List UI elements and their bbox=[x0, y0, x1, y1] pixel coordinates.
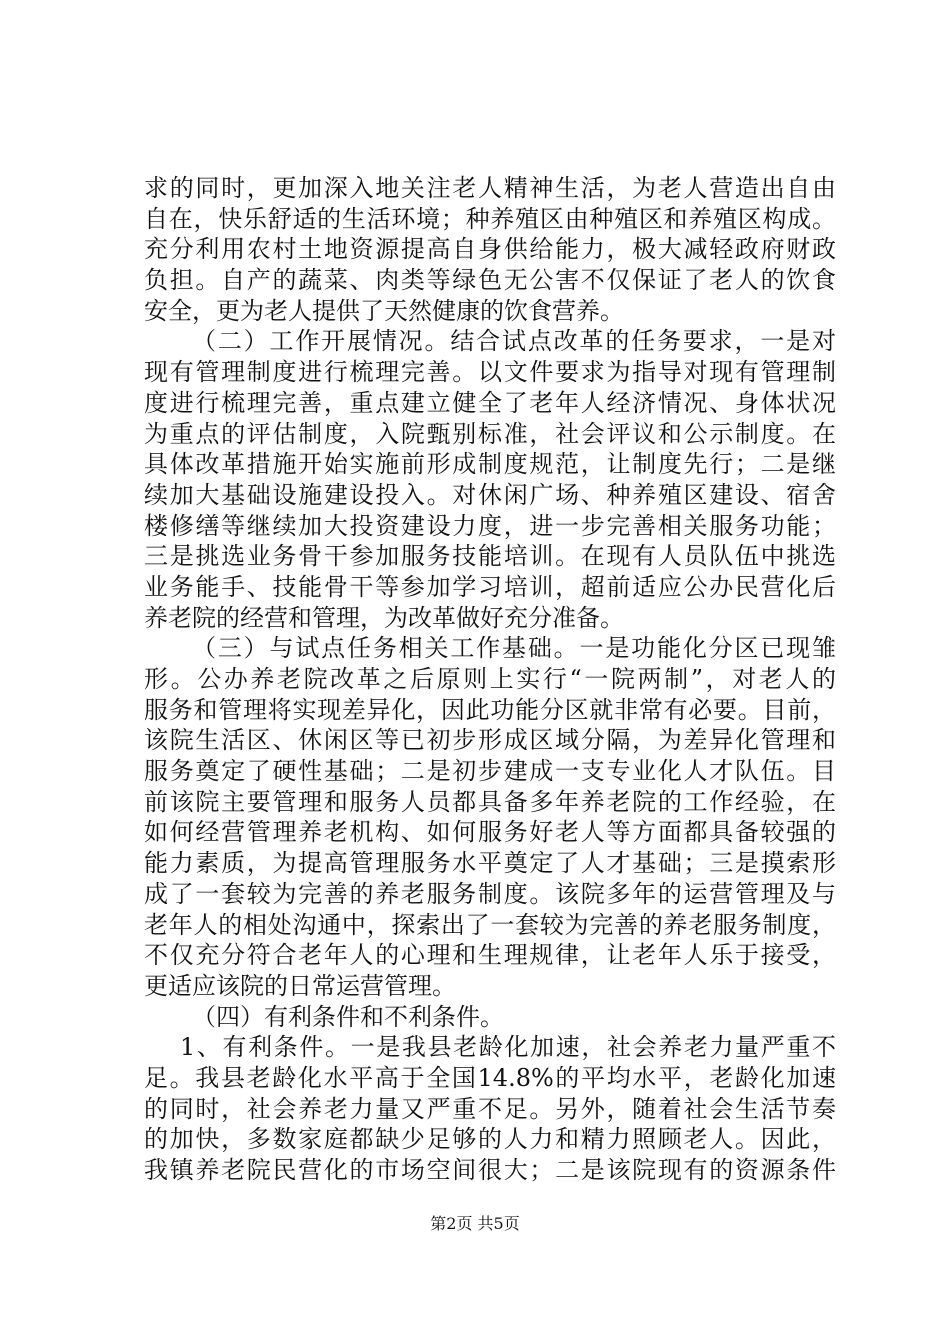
text-line: 充分利用农村土地资源提高自身供给能力，极大减轻政府财政 bbox=[144, 235, 836, 264]
text-line: 更适应该院的日常运营管理。 bbox=[144, 971, 456, 1000]
page-footer bbox=[0, 1214, 950, 1234]
paragraph-start-line: （二）工作开展情况。结合试点改革的任务要求，一是对 bbox=[192, 327, 836, 356]
text-line: 自在，快乐舒适的生活环境；种养殖区由种殖区和养殖区构成。 bbox=[144, 204, 836, 233]
text-line: 足。我县老龄化水平高于全国14.8%的平均水平，老龄化加速 bbox=[144, 1063, 836, 1092]
text-line: 的加快，多数家庭都缺少足够的人力和精力照顾老人。因此， bbox=[144, 1125, 836, 1154]
text-line: 老年人的相处沟通中，探索出了一套较为完善的养老服务制度， bbox=[144, 910, 836, 939]
page-total: 共5页 bbox=[477, 1214, 520, 1233]
text-line: 如何经营管理养老机构、如何服务好老人等方面都具备较强的 bbox=[144, 818, 836, 847]
text-line: 能力素质，为提高管理服务水平奠定了人才基础；三是摸索形 bbox=[144, 849, 836, 878]
text-line: 该院生活区、休闲区等已初步形成区域分隔，为差异化管理和 bbox=[144, 726, 836, 755]
text-line: 现有管理制度进行梳理完善。以文件要求为指导对现有管理制 bbox=[144, 358, 836, 387]
text-line: 服务奠定了硬性基础；二是初步建成一支专业化人才队伍。目 bbox=[144, 757, 836, 786]
text-line: 为重点的评估制度，入院甄别标准，社会评议和公示制度。在 bbox=[144, 419, 836, 448]
text-line: 的同时，社会养老力量又严重不足。另外，随着社会生活节奏 bbox=[144, 1094, 836, 1123]
text-line: 业务能手、技能骨干等参加学习培训，超前适应公办民营化后 bbox=[144, 572, 836, 601]
text-line: 三是挑选业务骨干参加服务技能培训。在现有人员队伍中挑选 bbox=[144, 542, 836, 571]
section-heading-line: （四）有利条件和不利条件。 bbox=[192, 1002, 504, 1031]
text-line: 安全，更为老人提供了天然健康的饮食营养。 bbox=[144, 296, 624, 325]
text-line: 具体改革措施开始实施前形成制度规范，让制度先行；二是继 bbox=[144, 450, 836, 479]
text-line: 我镇养老院民营化的市场空间很大；二是该院现有的资源条件 bbox=[144, 1156, 836, 1184]
text-line: 成了一套较为完善的养老服务制度。该院多年的运营管理及与 bbox=[144, 879, 836, 908]
text-line: 形。公办养老院改革之后原则上实行“一院两制”，对老人的 bbox=[144, 665, 836, 693]
text-line: 不仅充分符合老年人的心理和生理规律，让老年人乐于接受， bbox=[144, 941, 836, 970]
document-body bbox=[144, 173, 836, 1186]
paragraph-start-line: 1、有利条件。一是我县老龄化加速，社会养老力量严重不 bbox=[180, 1033, 836, 1062]
text-line: 负担。自产的蔬菜、肉类等绿色无公害不仅保证了老人的饮食 bbox=[144, 266, 836, 295]
text-line: 续加大基础设施建设投入。对休闲广场、种养殖区建设、宿舍 bbox=[144, 480, 836, 509]
text-line: 求的同时，更加深入地关注老人精神生活，为老人营造出自由 bbox=[144, 174, 836, 202]
text-line: 度进行梳理完善，重点建立健全了老年人经济情况、身体状况 bbox=[144, 388, 836, 417]
text-line: 楼修缮等继续加大投资建设力度，进一步完善相关服务功能； bbox=[144, 511, 836, 540]
text-line: 服务和管理将实现差异化，因此功能分区就非常有必要。目前， bbox=[144, 695, 836, 724]
text-line: 前该院主要管理和服务人员都具备多年养老院的工作经验，在 bbox=[144, 787, 836, 816]
paragraph-start-line: （三）与试点任务相关工作基础。一是功能化分区已现雏 bbox=[192, 634, 836, 663]
text-line: 养老院的经营和管理，为改革做好充分准备。 bbox=[144, 603, 624, 632]
page-number: 第2页 bbox=[430, 1214, 473, 1233]
